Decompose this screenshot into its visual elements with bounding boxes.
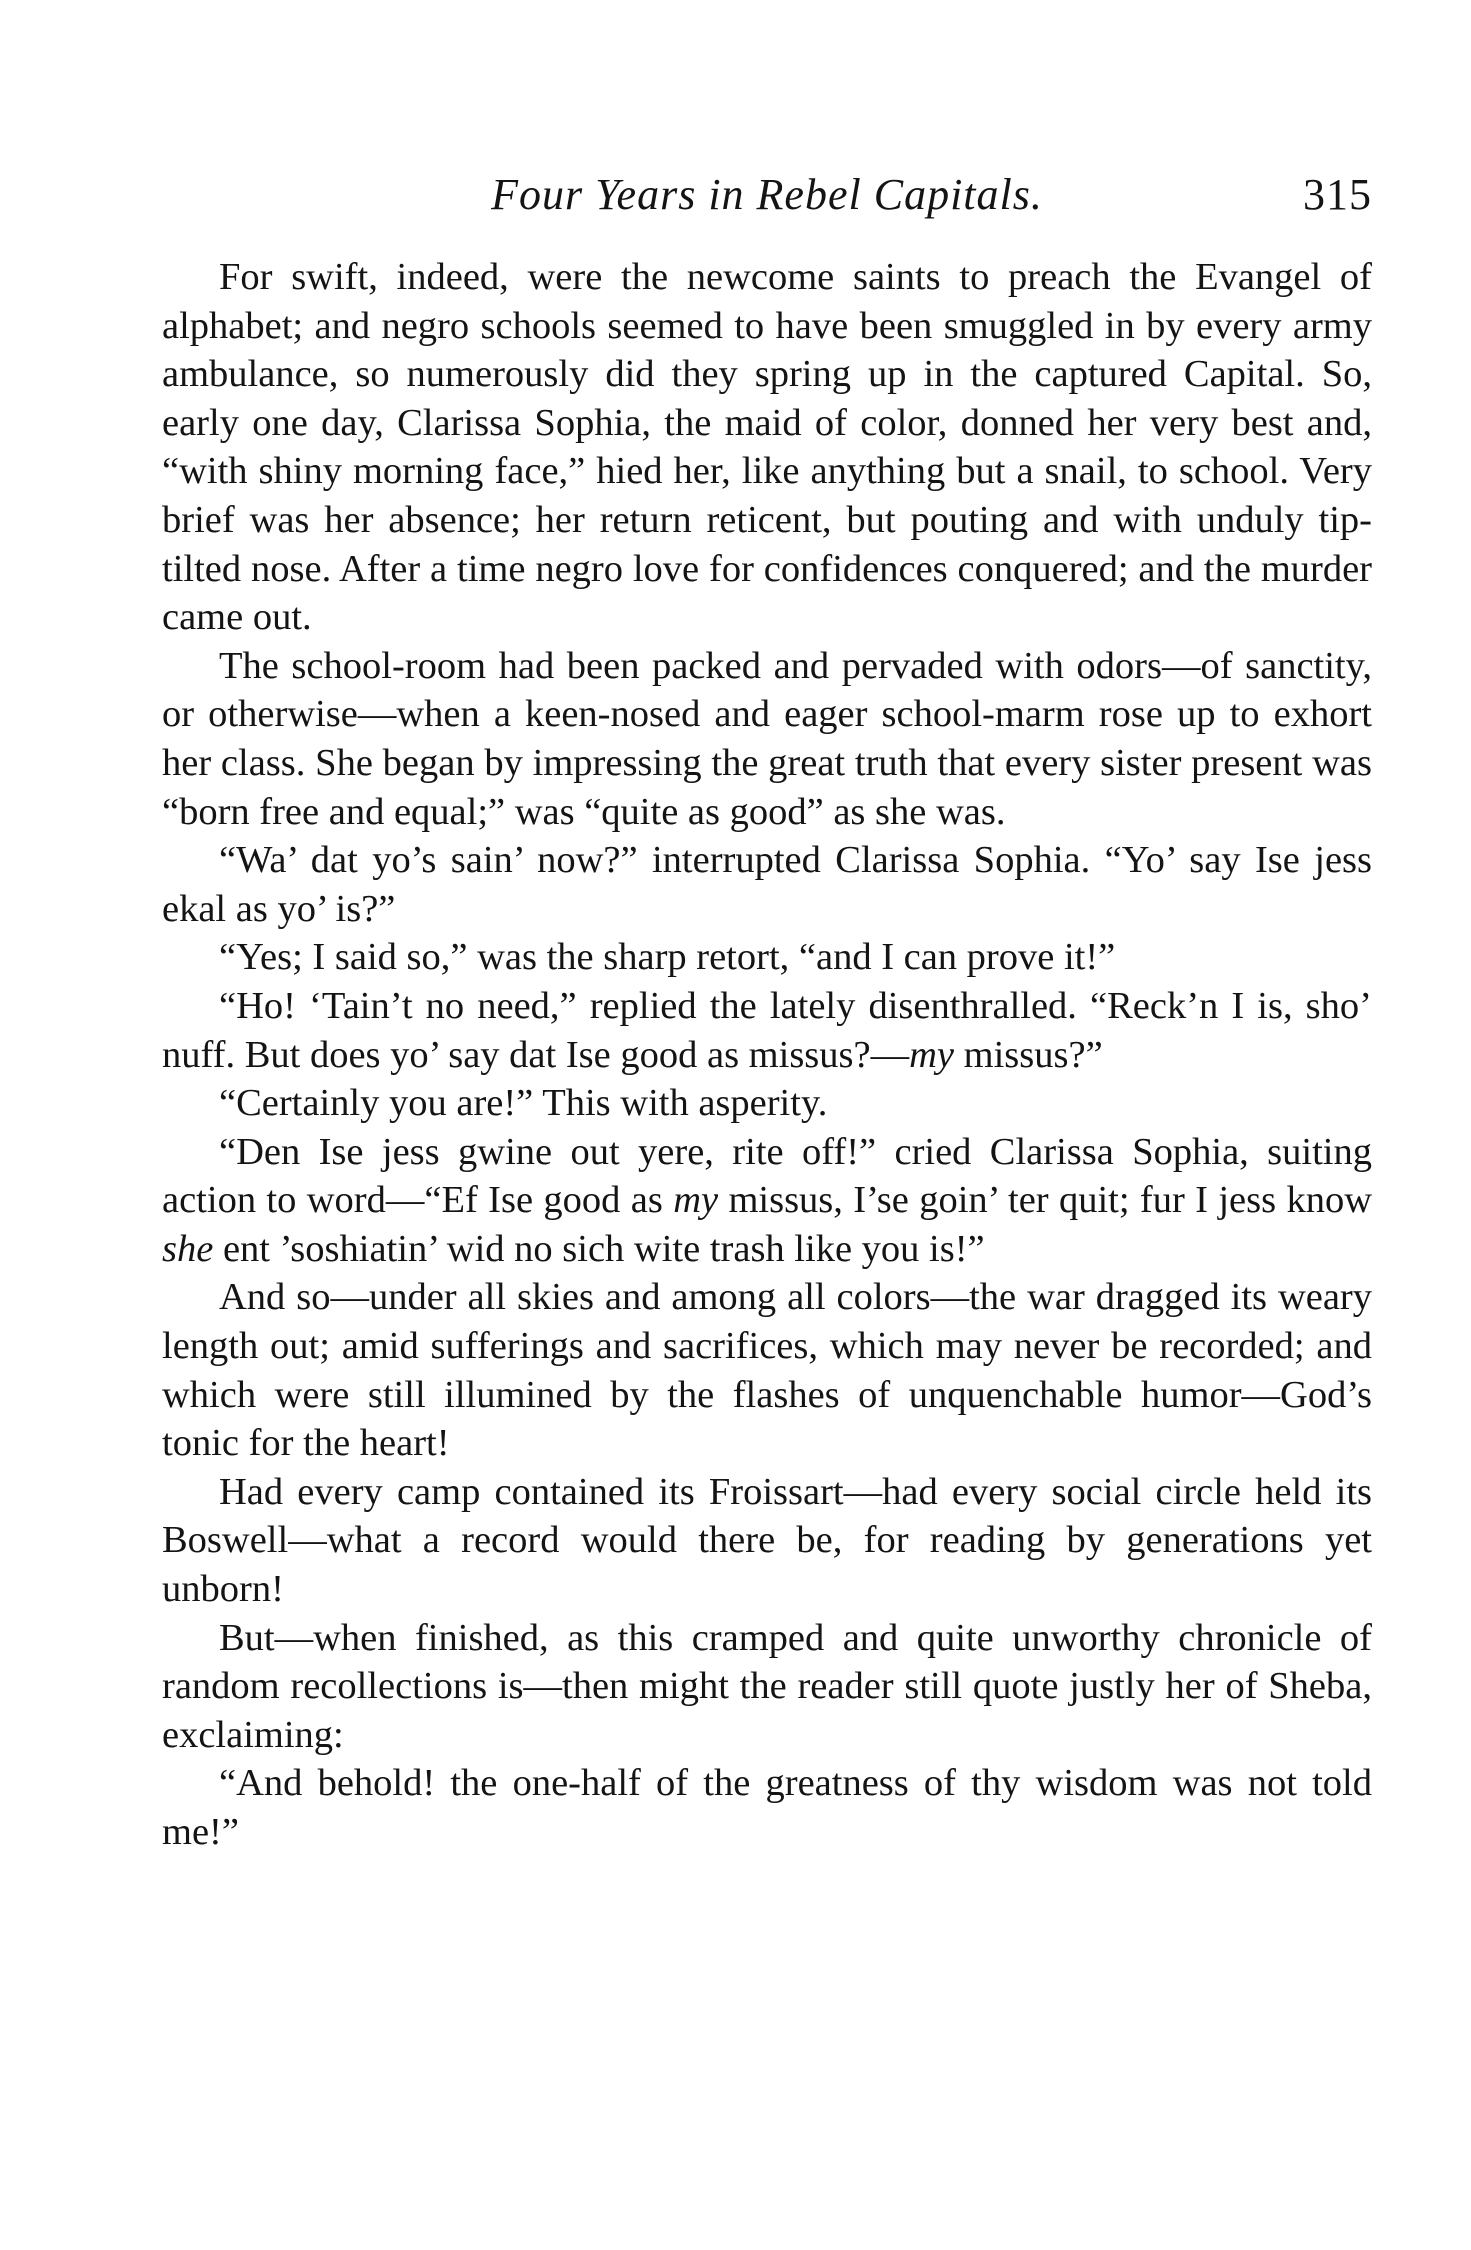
running-title: Four Years in Rebel Capitals. [491, 170, 1043, 219]
book-page [162, 165, 1372, 1857]
text-run: “Wa’ dat yo’s sain’ now?” interrupted Clarissa Sophia. “Yo’ say Ise jess ekal as yo’ is?” [162, 839, 1372, 930]
running-head [162, 165, 1372, 225]
paragraph [162, 836, 1372, 933]
text-run: missus, I’se goin’ ter quit; fur I jess know [718, 1179, 1372, 1222]
paragraph [162, 642, 1372, 836]
text-run: “And behold! the one-half of the greatness of thy wisdom was not told me!” [162, 1762, 1372, 1853]
paragraph [162, 1759, 1372, 1856]
paragraph [162, 933, 1372, 982]
emphasis: my [673, 1179, 719, 1222]
page-number: 315 [1303, 170, 1372, 219]
text-run: “Ho! ‘Tain’t no need,” replied the lately disenthralled. “Reck’n I is, sho’ nuff. But does yo’ say dat Ise good as missus?— [162, 984, 1372, 1076]
text-run: missus?” [954, 1033, 1103, 1076]
text-run: “Certainly you are!” This with asperity. [219, 1082, 828, 1125]
text-run: For swift, indeed, were the newcome saints to preach the Evangel of alphabet; and negro schools seemed to have been smuggled in by every army ambulance, so numerously did they spring up in the captured Capital. So, early one day, Clarissa Sophia, the maid of color, donned her very best and, “with shiny morning face,” hied her, like anything but a snail, to school. Very brief was her absence; her return reticent, but pouting and with unduly tip-tilted nose. After a time negro love for confidences conquered; and the murder came out. [162, 256, 1372, 639]
text-run: The school-room had been packed and pervaded with odors—of sanctity, or otherwise—when a keen-nosed and eager school-marm rose up to exhort her class. She began by impressing the great truth that every sister present was “born free and equal;” was “quite as good” as she was. [162, 644, 1372, 833]
text-run: “Den Ise jess gwine out yere, rite off!” cried Clarissa Sophia, suiting action to word—“Ef Ise good as [162, 1130, 1372, 1222]
text-run: Had every camp contained its Froissart—had every social circle held its Boswell—what a record would there be, for reading by generations yet unborn! [162, 1470, 1372, 1611]
text-run: And so—under all skies and among all colors—the war dragged its weary length out; amid sufferings and sacrifices, which may never be recorded; and which were still illumined by the flashes of unquenchable humor—God’s tonic for the heart! [162, 1276, 1372, 1465]
paragraph [162, 1079, 1372, 1128]
text-run: “Yes; I said so,” was the sharp retort, “and I can prove it!” [219, 936, 1116, 979]
paragraph [162, 982, 1372, 1079]
paragraph [162, 253, 1372, 642]
emphasis: my [909, 1033, 955, 1076]
paragraph [162, 1273, 1372, 1467]
text-run: But—when finished, as this cramped and quite unworthy chronicle of random recollections is—then might the reader still quote justly her of Sheba, exclaiming: [162, 1616, 1372, 1756]
paragraph [162, 1468, 1372, 1614]
text-run: ent ’soshiatin’ wid no sich wite trash like you is!” [213, 1227, 985, 1270]
body-text [162, 253, 1372, 1857]
emphasis: she [162, 1227, 214, 1270]
paragraph [162, 1128, 1372, 1274]
paragraph [162, 1614, 1372, 1760]
